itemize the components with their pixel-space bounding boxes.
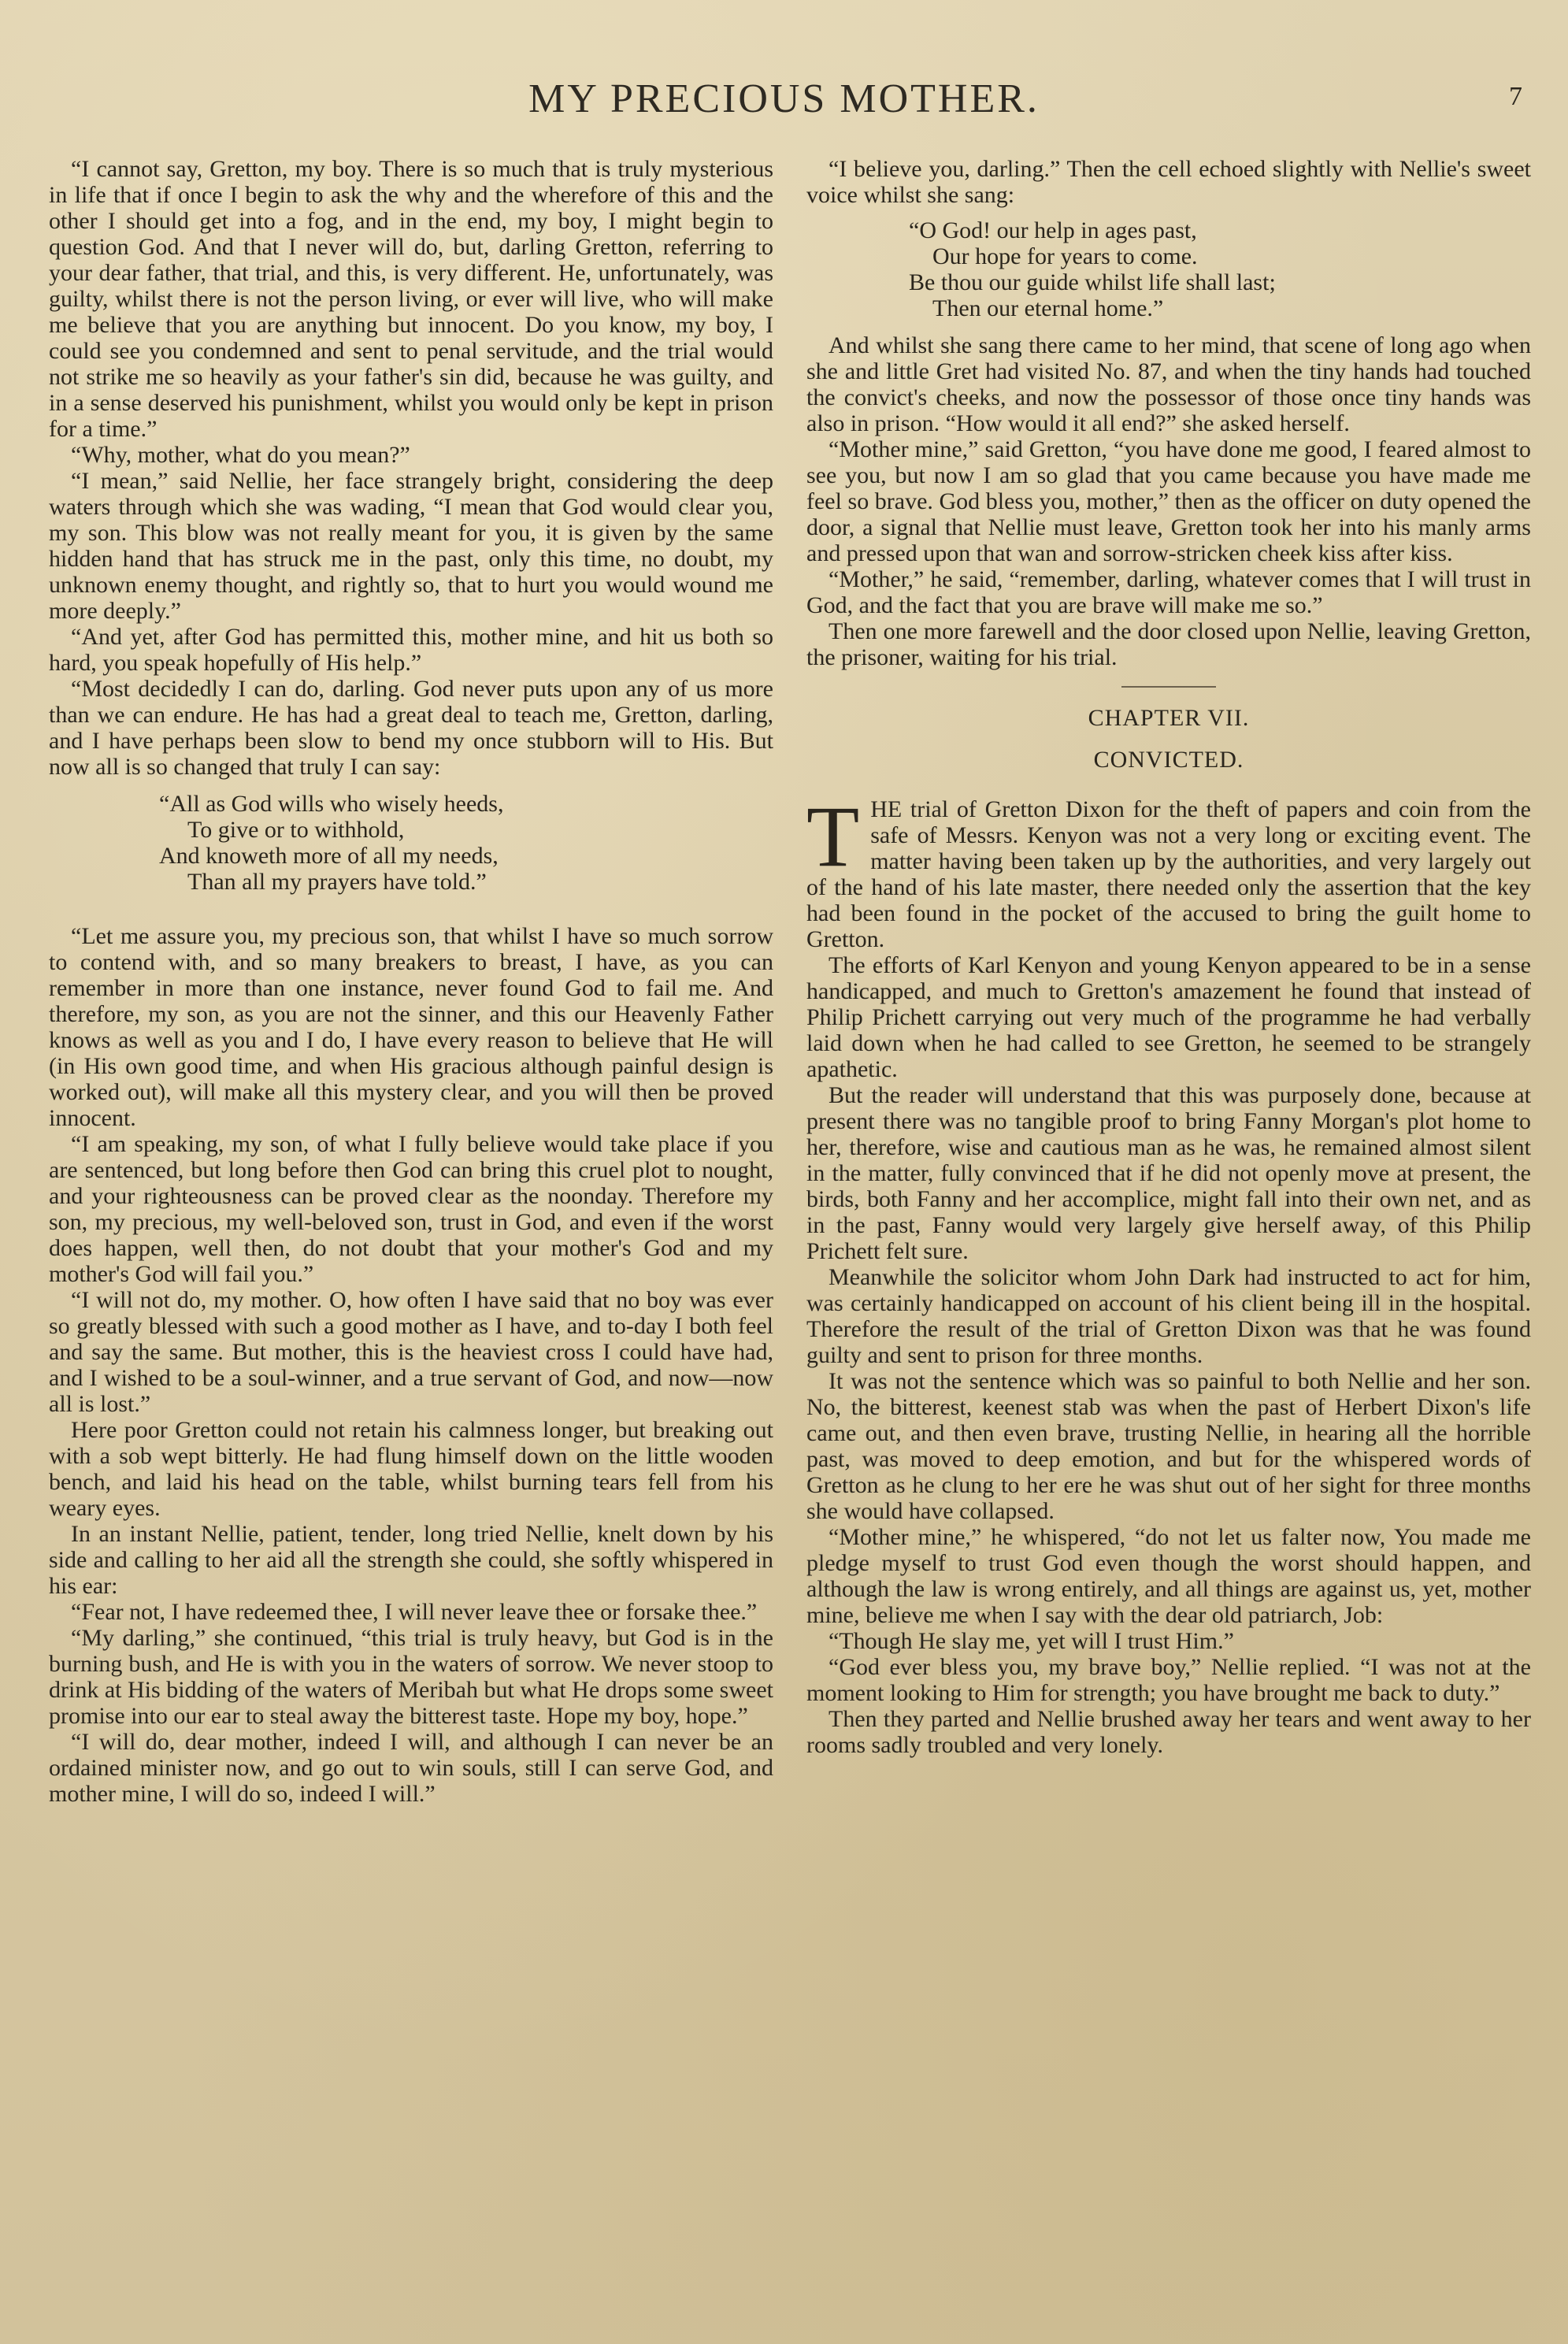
verse-line: And knoweth more of all my needs, xyxy=(159,843,499,869)
paragraph: “Fear not, I have redeemed thee, I will never leave thee or forsake thee.” xyxy=(71,1599,758,1625)
page-number: 7 xyxy=(1509,82,1522,111)
right-column xyxy=(806,156,1531,1758)
paragraph: “And yet, after God has permitted this, mother mine, and hit us both so hard, you speak hopefully of His help.” xyxy=(49,624,773,676)
paragraph: In an instant Nellie, patient, tender, long tried Nellie, knelt down by his side and calling to her aid all the strength she could, she softly whispered in his ear: xyxy=(49,1521,773,1599)
drop-cap: T xyxy=(806,788,860,885)
paragraph: “Most decidedly I can do, darling. God never puts upon any of us more than we can endure. He has had a great deal to teach me, Gretton, darling, and I have perhaps been slow to bend my once stubborn will to His. But now all is so changed that truly I can say: xyxy=(49,676,773,780)
verse-line: “O God! our help in ages past, xyxy=(909,217,1197,243)
paragraph: “I cannot say, Gretton, my boy. There is so much that is truly mysterious in life that if once I begin to ask the why and the wherefore of this and the other I should get into a fog, and in the end, my boy, I might begin to question God. And that I never will do, but, darling Gretton, referring to your dear father, that trial, and this, is very different. He, unfortunately, was guilty, whilst there is not the person living, or ever will live, who will make me believe that you are anything but innocent. Do you know, my boy, I could see you condemned and sent to penal servitude, and the trial would not strike me so heavily as your father's sin did, because he was guilty, and in a sense deserved his punishment, whilst you would only be kept in prison for a time.” xyxy=(49,156,773,442)
opening-text: HE trial of Gretton Dixon for the theft of papers and coin from the safe of Messrs. Kenyon was not a very long or exciting event. The matter having been taken up by the authorities, and very largely out of the hand of his late master, there needed only the assertion that the key had been found in the pocket of the accused to bring the guilt home to Gretton. xyxy=(806,796,1531,952)
verse-line: Our hope for years to come. xyxy=(932,243,1198,269)
page-header xyxy=(0,76,1568,122)
paragraph: “I believe you, darling.” Then the cell echoed slightly with Nellie's sweet voice whilst she sang: xyxy=(806,156,1531,208)
paragraph: “I mean,” said Nellie, her face strangely bright, considering the deep waters through which she was wading, “I mean that God would clear you, my son. This blow was not really meant for you, it is given by the same hidden hand that has struck me in the past, only this time, no doubt, my unknown enemy thought, and rightly so, that to hurt you would wound me more deeply.” xyxy=(49,468,773,624)
verse-line: Then our eternal home.” xyxy=(932,295,1164,321)
verse-line: Be thou our guide whilst life shall last; xyxy=(909,269,1276,295)
paragraph: “Mother,” he said, “remember, darling, whatever comes that I will trust in God, and the fact that you are brave will make me so.” xyxy=(806,566,1531,618)
hymn-verse xyxy=(806,217,1531,321)
paragraph: Then one more farewell and the door closed upon Nellie, leaving Gretton, the prisoner, waiting for his trial. xyxy=(806,618,1531,670)
paragraph: “I will not do, my mother. O, how often I have said that no boy was ever so greatly blessed with such a good mother as I have, and to-day I both feel and say the same. But mother, this is the heaviest cross I could have had, and I wished to be a soul-winner, and a true servant of God, and now—now all is lost.” xyxy=(49,1287,773,1417)
paragraph: “I am speaking, my son, of what I fully believe would take place if you are sentenced, but long before then God can bring this cruel plot to nought, and your righteousness can be proved clear as the noonday. Therefore my son, my precious, my well-beloved son, trust in God, and even if the worst does happen, well then, do not doubt that your mother's God and my mother's God will fail you.” xyxy=(49,1131,773,1287)
paragraph: Then they parted and Nellie brushed away her tears and went away to her rooms sadly troubled and very lonely. xyxy=(806,1706,1531,1758)
paragraph: But the reader will understand that this was purposely done, because at present there was no tangible proof to bring Fanny Morgan's plot home to her, therefore, wise and cautious man as he was, he remained almost silent in the matter, fully convinced that if he did not openly move at present, the birds, both Fanny and her accomplice, might fall into their own net, and as in the past, Fanny would very largely give herself away, of this Philip Prichett felt sure. xyxy=(806,1082,1531,1264)
paragraph: “Let me assure you, my precious son, that whilst I have so much sorrow to contend with, and so many breakers to breast, I have, as you can remember in more than one instance, never found God to fail me. And therefore, my son, as you are not the sinner, and this our Heavenly Father knows as well as you and I do, I have every reason to believe that He will (in His own good time, and when His gracious although painful design is worked out), will make all this mystery clear, and you will then be proved innocent. xyxy=(49,923,773,1131)
left-column xyxy=(49,156,773,1807)
paragraph: The efforts of Karl Kenyon and young Kenyon appeared to be in a sense handicapped, and much to Gretton's amazement he found that instead of Philip Prichett carrying out very much of the programme he had verbally laid down when he had called to see Gretton, he seemed to be strangely apathetic. xyxy=(806,952,1531,1082)
paragraph: “I will do, dear mother, indeed I will, and although I can never be an ordained minister now, and go out to win souls, still I can serve God, and mother mine, I will do so, indeed I will.” xyxy=(49,1729,773,1807)
chapter-heading: CHAPTER VII. xyxy=(1088,705,1250,731)
paragraph: “Though He slay me, yet will I trust Him.” xyxy=(828,1628,1234,1654)
page-title: MY PRECIOUS MOTHER. xyxy=(528,76,1040,121)
paragraph: “Mother mine,” he whispered, “do not let us falter now, You made me pledge myself to trust God even though the worst should happen, and although the law is wrong entirely, and all things are against us, yet, mother mine, believe me when I say with the dear old patriarch, Job: xyxy=(806,1524,1531,1628)
chapter-title: CONVICTED. xyxy=(1093,747,1244,773)
paragraph: “God ever bless you, my brave boy,” Nellie replied. “I was not at the moment looking to Him for strength; you have brought me back to duty.” xyxy=(806,1654,1531,1706)
paragraph: It was not the sentence which was so painful to both Nellie and her son. No, the bitterest, keenest stab was when the past of Herbert Dixon's life came out, and then even brave, trusting Nellie, in hearing all the horrible past, was moved to deep emotion, and but for the whispered words of Gretton as he clung to her ere he was shut out of her sight for three months she would have collapsed. xyxy=(806,1368,1531,1524)
verse-line: “All as God wills who wisely heeds, xyxy=(159,791,504,817)
verse-line: Than all my prayers have told.” xyxy=(187,869,487,895)
hymn-verse xyxy=(49,791,773,895)
paragraph: And whilst she sang there came to her mind, that scene of long ago when she and little Gret had visited No. 87, and when the tiny hands had touched the convict's cheeks, and now the possessor of those once tiny hands was also in prison. “How would it all end?” she asked herself. xyxy=(806,332,1531,436)
paragraph: Meanwhile the solicitor whom John Dark had instructed to act for him, was certainly handicapped on account of his client being ill in the hospital. Therefore the result of the trial of Gretton Dixon was that he was found guilty and sent to prison for three months. xyxy=(806,1264,1531,1368)
paragraph: “Mother mine,” said Gretton, “you have done me good, I feared almost to see you, but now I am so glad that you came because you have made me feel so brave. God bless you, mother,” then as the officer on duty opened the door, a signal that Nellie must leave, Gretton took her into his manly arms and pressed upon that wan and sorrow-stricken cheek kiss after kiss. xyxy=(806,436,1531,566)
section-divider xyxy=(1121,686,1216,688)
paragraph: Here poor Gretton could not retain his calmness longer, but breaking out with a sob wept bitterly. He had flung himself down on the little wooden bench, and laid his head on the table, whilst burning tears fell from his weary eyes. xyxy=(49,1417,773,1521)
paragraph: “My darling,” she continued, “this trial is truly heavy, but God is in the burning bush, and He is with you in the waters of sorrow. We never stoop to drink at His bidding of the waters of Meribah but what He drops some sweet promise into our ear to steal away the bitterest taste. Hope my boy, hope.” xyxy=(49,1625,773,1729)
chapter-opening-paragraph xyxy=(806,788,1531,952)
verse-line: To give or to withhold, xyxy=(187,817,405,843)
paragraph: “Why, mother, what do you mean?” xyxy=(71,442,410,468)
